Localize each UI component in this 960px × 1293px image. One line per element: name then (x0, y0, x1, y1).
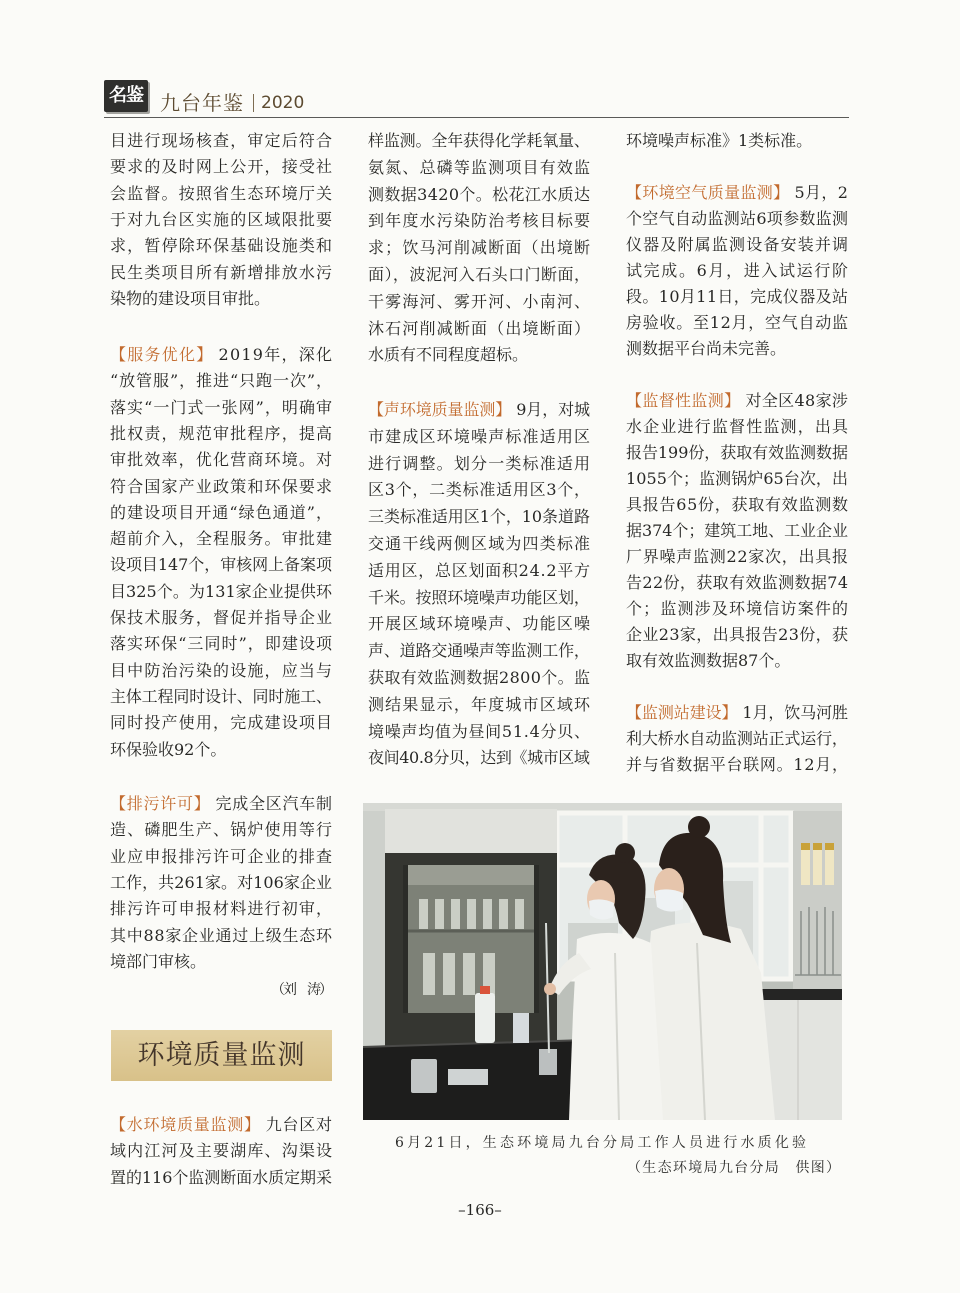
text-line (110, 844, 332, 870)
line-text: 沐石河削减断面（出境断面） (368, 318, 592, 338)
author-byline (271, 978, 333, 1002)
line-text: 2019年，深化 (218, 345, 334, 364)
text-line (626, 752, 848, 778)
text-line (110, 286, 332, 312)
text-line (368, 585, 590, 611)
line-text: 仪器及附属监测设备安装并调 (626, 235, 850, 254)
caption-text: 6月21日，生态环境局九台分局工作人员进行水质化验 (395, 1135, 810, 1151)
photo-fume-hood (385, 809, 557, 1049)
line-text: 目中防治污染的设施，应当与 (110, 660, 334, 680)
line-text: 具报告65份，获取有效监测数 (626, 495, 849, 514)
text-line (368, 235, 590, 261)
line-text: 主体工程同时设计、同时施工、 (110, 686, 332, 706)
line-text: 测数据平台尚未完善。 (626, 339, 787, 358)
line-text: 报告199份，获取有效监测数据 (626, 443, 848, 462)
line-text: 声、道路交通噪声等监测工作， (368, 641, 590, 661)
line-text: 并与省数据平台联网。12月， (626, 755, 849, 774)
line-text: 据374个；建筑工地、工业企业 (626, 521, 848, 540)
topic-label: 【水环境质量监测】 (110, 1115, 261, 1134)
text-line (110, 233, 332, 259)
line-text: 置的116个监测断面水质定期采 (110, 1167, 332, 1187)
text-line (110, 737, 332, 763)
line-text: 9月，对城 (516, 400, 590, 419)
book-title: 九台年鉴 (160, 91, 244, 115)
line-text: 于对九台区实施的区域限批要 (110, 209, 334, 229)
line-text: 九台区对 (265, 1115, 333, 1134)
text-line (110, 605, 332, 631)
text-line (626, 206, 848, 232)
text-line (626, 440, 848, 466)
line-text: 测数据3420个。松花江水质达 (368, 184, 591, 204)
line-text: 求；饮马河削减断面（出境断 (368, 238, 592, 258)
text-line (626, 310, 848, 336)
text-line (110, 1165, 332, 1191)
line-content (626, 703, 848, 722)
text-line (110, 896, 332, 922)
line-text: 三类标准适用区1个，10条道路 (368, 507, 590, 527)
text-line (368, 477, 590, 503)
line-text: 保技术服务，督促并指导企业 (110, 608, 334, 627)
line-content (368, 400, 590, 419)
text-line (368, 128, 590, 154)
byline-text: （刘 涛） (271, 982, 331, 998)
line-text: 完成全区汽车制 (215, 794, 333, 813)
line-text: “放管服”，推进“只跑一次”， (110, 371, 333, 391)
line-text: 段。10月11日，完成仪器及站 (626, 287, 849, 306)
text-line (110, 447, 332, 473)
text-line (110, 128, 332, 154)
text-line (110, 870, 332, 896)
line-text: 企业23家，出具报告23份，获 (626, 625, 849, 644)
text-line (626, 544, 848, 570)
line-text: 染物的建设项目审批。 (110, 288, 271, 308)
text-line (110, 368, 332, 394)
text-line (110, 949, 332, 975)
topic-label: 【环境空气质量监测】 (626, 183, 790, 202)
line-text: 落实“一门式一张网”，明确审 (110, 397, 334, 417)
line-text: 落实环保“三同时”，即建设项 (110, 634, 334, 654)
text-line (110, 260, 332, 286)
line-text: 获取有效监测数据2800个。监 (368, 668, 591, 687)
line-text: 测结果显示，年度城市区域环 (368, 694, 592, 714)
line-content (626, 183, 848, 202)
line-text: 会监督。按照省生态环境厅关 (110, 183, 334, 203)
text-line (368, 745, 590, 771)
text-line (110, 817, 332, 843)
text-line (626, 414, 848, 440)
line-text: 干雾海河、雾开河、小南河、 (368, 291, 592, 311)
text-line (368, 719, 590, 745)
line-text: 民生类项目所有新增排放水污 (110, 262, 334, 282)
header-separator (253, 94, 254, 112)
line-text: 对全区48家涉 (745, 391, 849, 410)
lab-photo-illustration (363, 803, 842, 1120)
text-line (110, 1138, 332, 1164)
line-text: 要求的及时网上公开，接受社 (110, 157, 334, 177)
text-line (626, 128, 848, 154)
line-text: 工作，共261家。对106家企业 (110, 872, 333, 892)
text-line (110, 474, 332, 500)
text-line (626, 284, 848, 310)
credit-text: （生态环境局九台分局 供图） (627, 1160, 842, 1176)
line-text: 试完成。6月，进入试运行阶 (626, 261, 850, 280)
text-line (110, 207, 332, 233)
text-line (110, 552, 332, 578)
text-line (368, 665, 590, 691)
text-line (110, 181, 332, 207)
text-line (368, 558, 590, 584)
text-line (110, 658, 332, 684)
section-heading: 环境质量监测 (111, 1030, 332, 1081)
line-text: 厂界噪声监测22家次，出具报 (626, 547, 849, 566)
text-line (110, 923, 332, 949)
text-line (626, 726, 848, 752)
line-text: 业应申报排污许可企业的排查 (110, 846, 334, 866)
text-line (368, 638, 590, 664)
line-text: 同时投产使用，完成建设项目 (110, 713, 334, 733)
text-line (626, 622, 848, 648)
text-line (368, 692, 590, 718)
line-text: 批权责，规范审批程序，提高 (110, 423, 334, 443)
text-line (626, 180, 848, 206)
text-line (368, 531, 590, 557)
line-text: 开展区域环境噪声、功能区噪 (368, 614, 592, 634)
line-text: 夜间40.8分贝，达到《城市区域 (368, 748, 590, 768)
text-line (368, 611, 590, 637)
line-text: 区3个，二类标准适用区3个， (368, 480, 591, 500)
book-year: 2020 (261, 93, 305, 113)
line-text: 1055个；监测锅炉65台次，出 (626, 469, 849, 488)
line-content (110, 345, 333, 364)
text-line (626, 596, 848, 622)
text-line (368, 342, 590, 368)
text-line (110, 631, 332, 657)
text-line (110, 500, 332, 526)
line-text: 到年度水污染防治考核目标要 (368, 211, 592, 231)
text-line (626, 232, 848, 258)
text-line (110, 154, 332, 180)
text-line (368, 262, 590, 288)
line-text: 排污许可申报材料进行初审， (110, 899, 334, 919)
text-line (110, 526, 332, 552)
line-text: 环保验收92个。 (110, 739, 227, 759)
topic-label: 【排污许可】 (110, 794, 211, 813)
line-text: 求，暂停除环保基础设施类和 (110, 236, 334, 256)
text-line (626, 648, 848, 674)
topic-label: 【监督性监测】 (626, 391, 741, 410)
line-text: 千米。按照环境噪声功能区划， (368, 587, 590, 607)
line-text: 适用区，总区划面积24.2平方 (368, 560, 591, 580)
text-line (110, 1112, 332, 1138)
line-text: 交通干线两侧区域为四类标准 (368, 534, 592, 553)
line-text: 氨氮、总磷等监测项目有效监 (368, 157, 592, 177)
text-line (110, 791, 332, 817)
line-text: 告22份，获取有效监测数据74 (626, 573, 849, 592)
text-line (626, 388, 848, 414)
text-line (626, 570, 848, 596)
line-text: 样监测。全年获得化学耗氧量、 (368, 131, 590, 150)
text-line (368, 182, 590, 208)
text-line (368, 208, 590, 234)
lab-photo (363, 803, 842, 1120)
topic-label: 【声环境质量监测】 (368, 400, 512, 419)
line-text: 审批效率，优化营商环境。对 (110, 450, 334, 470)
line-text: 目325个。为131家企业提供环 (110, 581, 333, 601)
header-rule (104, 117, 849, 118)
text-line (626, 466, 848, 492)
line-text: 面），波泥河入石头口门断面， (368, 265, 591, 284)
line-text: 个空气自动监测站6项参数监测 (626, 209, 849, 228)
text-line (110, 421, 332, 447)
photo-caption (395, 1131, 810, 1155)
text-line (110, 579, 332, 605)
line-text: 1月，饮马河胜 (742, 703, 848, 722)
line-content (110, 1115, 333, 1134)
photo-credit (627, 1156, 840, 1180)
text-line (626, 492, 848, 518)
line-text: 境部门审核。 (110, 951, 207, 971)
photo-reagent-shelf (793, 811, 842, 993)
text-line (110, 395, 332, 421)
text-line (368, 155, 590, 181)
text-line (110, 710, 332, 736)
logo: 名鉴 (104, 80, 148, 112)
topic-label: 【服务优化】 (110, 345, 214, 364)
line-text: 设项目147个，审核网上备案项 (110, 555, 332, 575)
line-text: 水企业进行监督性监测，出具 (626, 417, 850, 436)
line-content (110, 794, 333, 813)
line-text: 境噪声均值为昼间51.4分贝、 (368, 721, 591, 741)
line-text: 水质有不同程度超标。 (368, 345, 529, 365)
line-text: 造、磷肥生产、锅炉使用等行 (110, 820, 334, 840)
line-text: 进行调整。划分一类标准适用 (368, 453, 592, 473)
line-text: 其中88家企业通过上级生态环 (110, 925, 333, 945)
line-text: 5月，2 (794, 183, 849, 202)
text-line (626, 258, 848, 284)
text-line (626, 518, 848, 544)
text-line (626, 700, 848, 726)
text-line (368, 451, 590, 477)
text-line (368, 504, 590, 530)
line-text: 目进行现场核查，审定后符合 (110, 131, 334, 150)
line-text: 符合国家产业政策和环保要求 (110, 476, 334, 496)
line-text: 域内江河及主要湖库、沟渠设 (110, 1141, 334, 1161)
text-line (368, 424, 590, 450)
line-text: 房验收。至12月，空气自动监 (626, 313, 849, 332)
text-line (368, 289, 590, 315)
text-line (368, 316, 590, 342)
line-text: 超前介入，全程服务。审批建 (110, 529, 334, 549)
line-text: 市建成区环境噪声标准适用区 (368, 426, 592, 446)
line-text: 利大桥水自动监测站正式运行， (626, 729, 848, 748)
line-text: 环境噪声标准》1类标准。 (626, 131, 813, 150)
line-text: 个；监测涉及环境信访案件的 (626, 599, 850, 618)
text-line (110, 684, 332, 710)
text-line (368, 397, 590, 423)
text-line (626, 336, 848, 362)
line-content (626, 391, 848, 410)
page-number: –166– (458, 1201, 502, 1219)
text-line (110, 342, 332, 368)
line-text: 的建设项目开通“绿色通道”， (110, 502, 334, 522)
line-text: 取有效监测数据87个。 (626, 651, 791, 670)
topic-label: 【监测站建设】 (626, 703, 738, 722)
